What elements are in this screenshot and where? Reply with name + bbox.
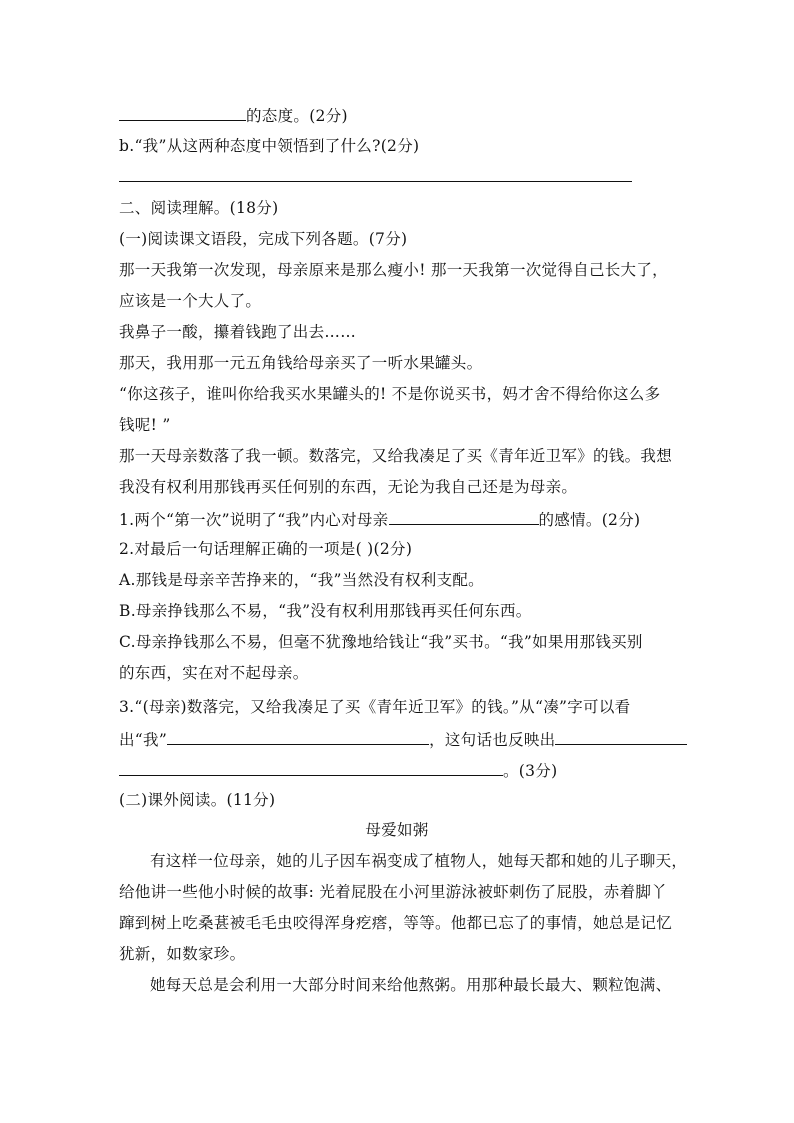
answer-blank[interactable]	[119, 759, 503, 776]
article-line: 她每天总是会利用一大部分时间来给他熬粥。用那种最长最大、颗粒饱满、	[150, 976, 672, 994]
answer-blank[interactable]	[555, 728, 687, 745]
section-heading: 二、阅读理解。(18分)	[119, 199, 279, 217]
question-1	[119, 508, 640, 530]
passage-line: “你这孩子，谁叫你给我买水果罐头的! 不是你说买书，妈才舍不得给你这么多	[119, 385, 661, 403]
article-title: 母爱如粥	[365, 821, 429, 839]
passage-line: 钱呢! ”	[119, 416, 171, 434]
question-2: 2.对最后一句话理解正确的一项是( )(2分)	[119, 540, 413, 558]
answer-line[interactable]	[119, 181, 632, 182]
article-line: 犹新，如数家珍。	[119, 945, 246, 963]
question-3-suffix: 。(3分)	[503, 762, 558, 780]
option-a[interactable]: A.那钱是母亲辛苦挣来的，“我”当然没有权利支配。	[119, 571, 484, 589]
article-line: 有这样一位母亲，她的儿子因车祸变成了植物人，她每天都和她的儿子聊天，	[150, 852, 688, 870]
question-1-suffix: 的感情。(2分)	[538, 511, 641, 529]
question-1-prefix: 1.两个“第一次”说明了“我”内心对母亲	[119, 511, 389, 529]
passage-line: 我鼻子一酸，攥着钱跑了出去……	[119, 323, 357, 341]
q-attitude-line	[119, 104, 348, 126]
q-attitude-suffix: 的态度。(2分)	[246, 107, 348, 125]
passage-line: 那一天我第一次发现，母亲原来是那么瘦小! 那一天我第一次觉得自己长大了，	[119, 261, 668, 279]
question-3: 3.“(母亲)数落完，又给我凑足了买《青年近卫军》的钱。”从“凑”字可以看	[119, 698, 631, 716]
answer-blank[interactable]	[167, 728, 429, 745]
part2-heading: (二)课外阅读。(11分)	[119, 791, 276, 809]
option-c-continued: 的东西，实在对不起母亲。	[119, 664, 309, 682]
article-line: 蹿到树上吃桑葚被毛毛虫咬得浑身疙瘩，等等。他都已忘了的事情，她总是记忆	[119, 914, 673, 932]
question-3-line3	[119, 759, 557, 781]
answer-blank[interactable]	[119, 104, 246, 121]
option-c[interactable]: C.母亲挣钱那么不易，但毫不犹豫地给钱让“我”买书。“我”如果用那钱买别	[119, 633, 643, 651]
question-3-prefix: 出“我”	[119, 731, 168, 749]
answer-blank[interactable]	[389, 508, 539, 525]
passage-line: 应该是一个大人了。	[119, 292, 262, 310]
part1-heading: (一)阅读课文语段，完成下列各题。(7分)	[119, 230, 408, 248]
question-b: b.“我”从这两种态度中领悟到了什么?(2分)	[119, 137, 420, 155]
question-3-line2	[119, 728, 687, 750]
passage-line: 那天，我用那一元五角钱给母亲买了一听水果罐头。	[119, 354, 483, 372]
passage-line: 那一天母亲数落了我一顿。数落完，又给我凑足了买《青年近卫军》的钱。我想	[119, 447, 673, 465]
question-3-mid: ，这句话也反映出	[429, 731, 556, 749]
article-line: 给他讲一些他小时候的故事: 光着屁股在小河里游泳被虾刺伤了屁股，赤着脚丫	[119, 883, 667, 901]
passage-line: 我没有权利用那钱再买任何别的东西，无论为我自己还是为母亲。	[119, 478, 578, 496]
option-b[interactable]: B.母亲挣钱那么不易，“我”没有权利用那钱再买任何东西。	[119, 602, 532, 620]
